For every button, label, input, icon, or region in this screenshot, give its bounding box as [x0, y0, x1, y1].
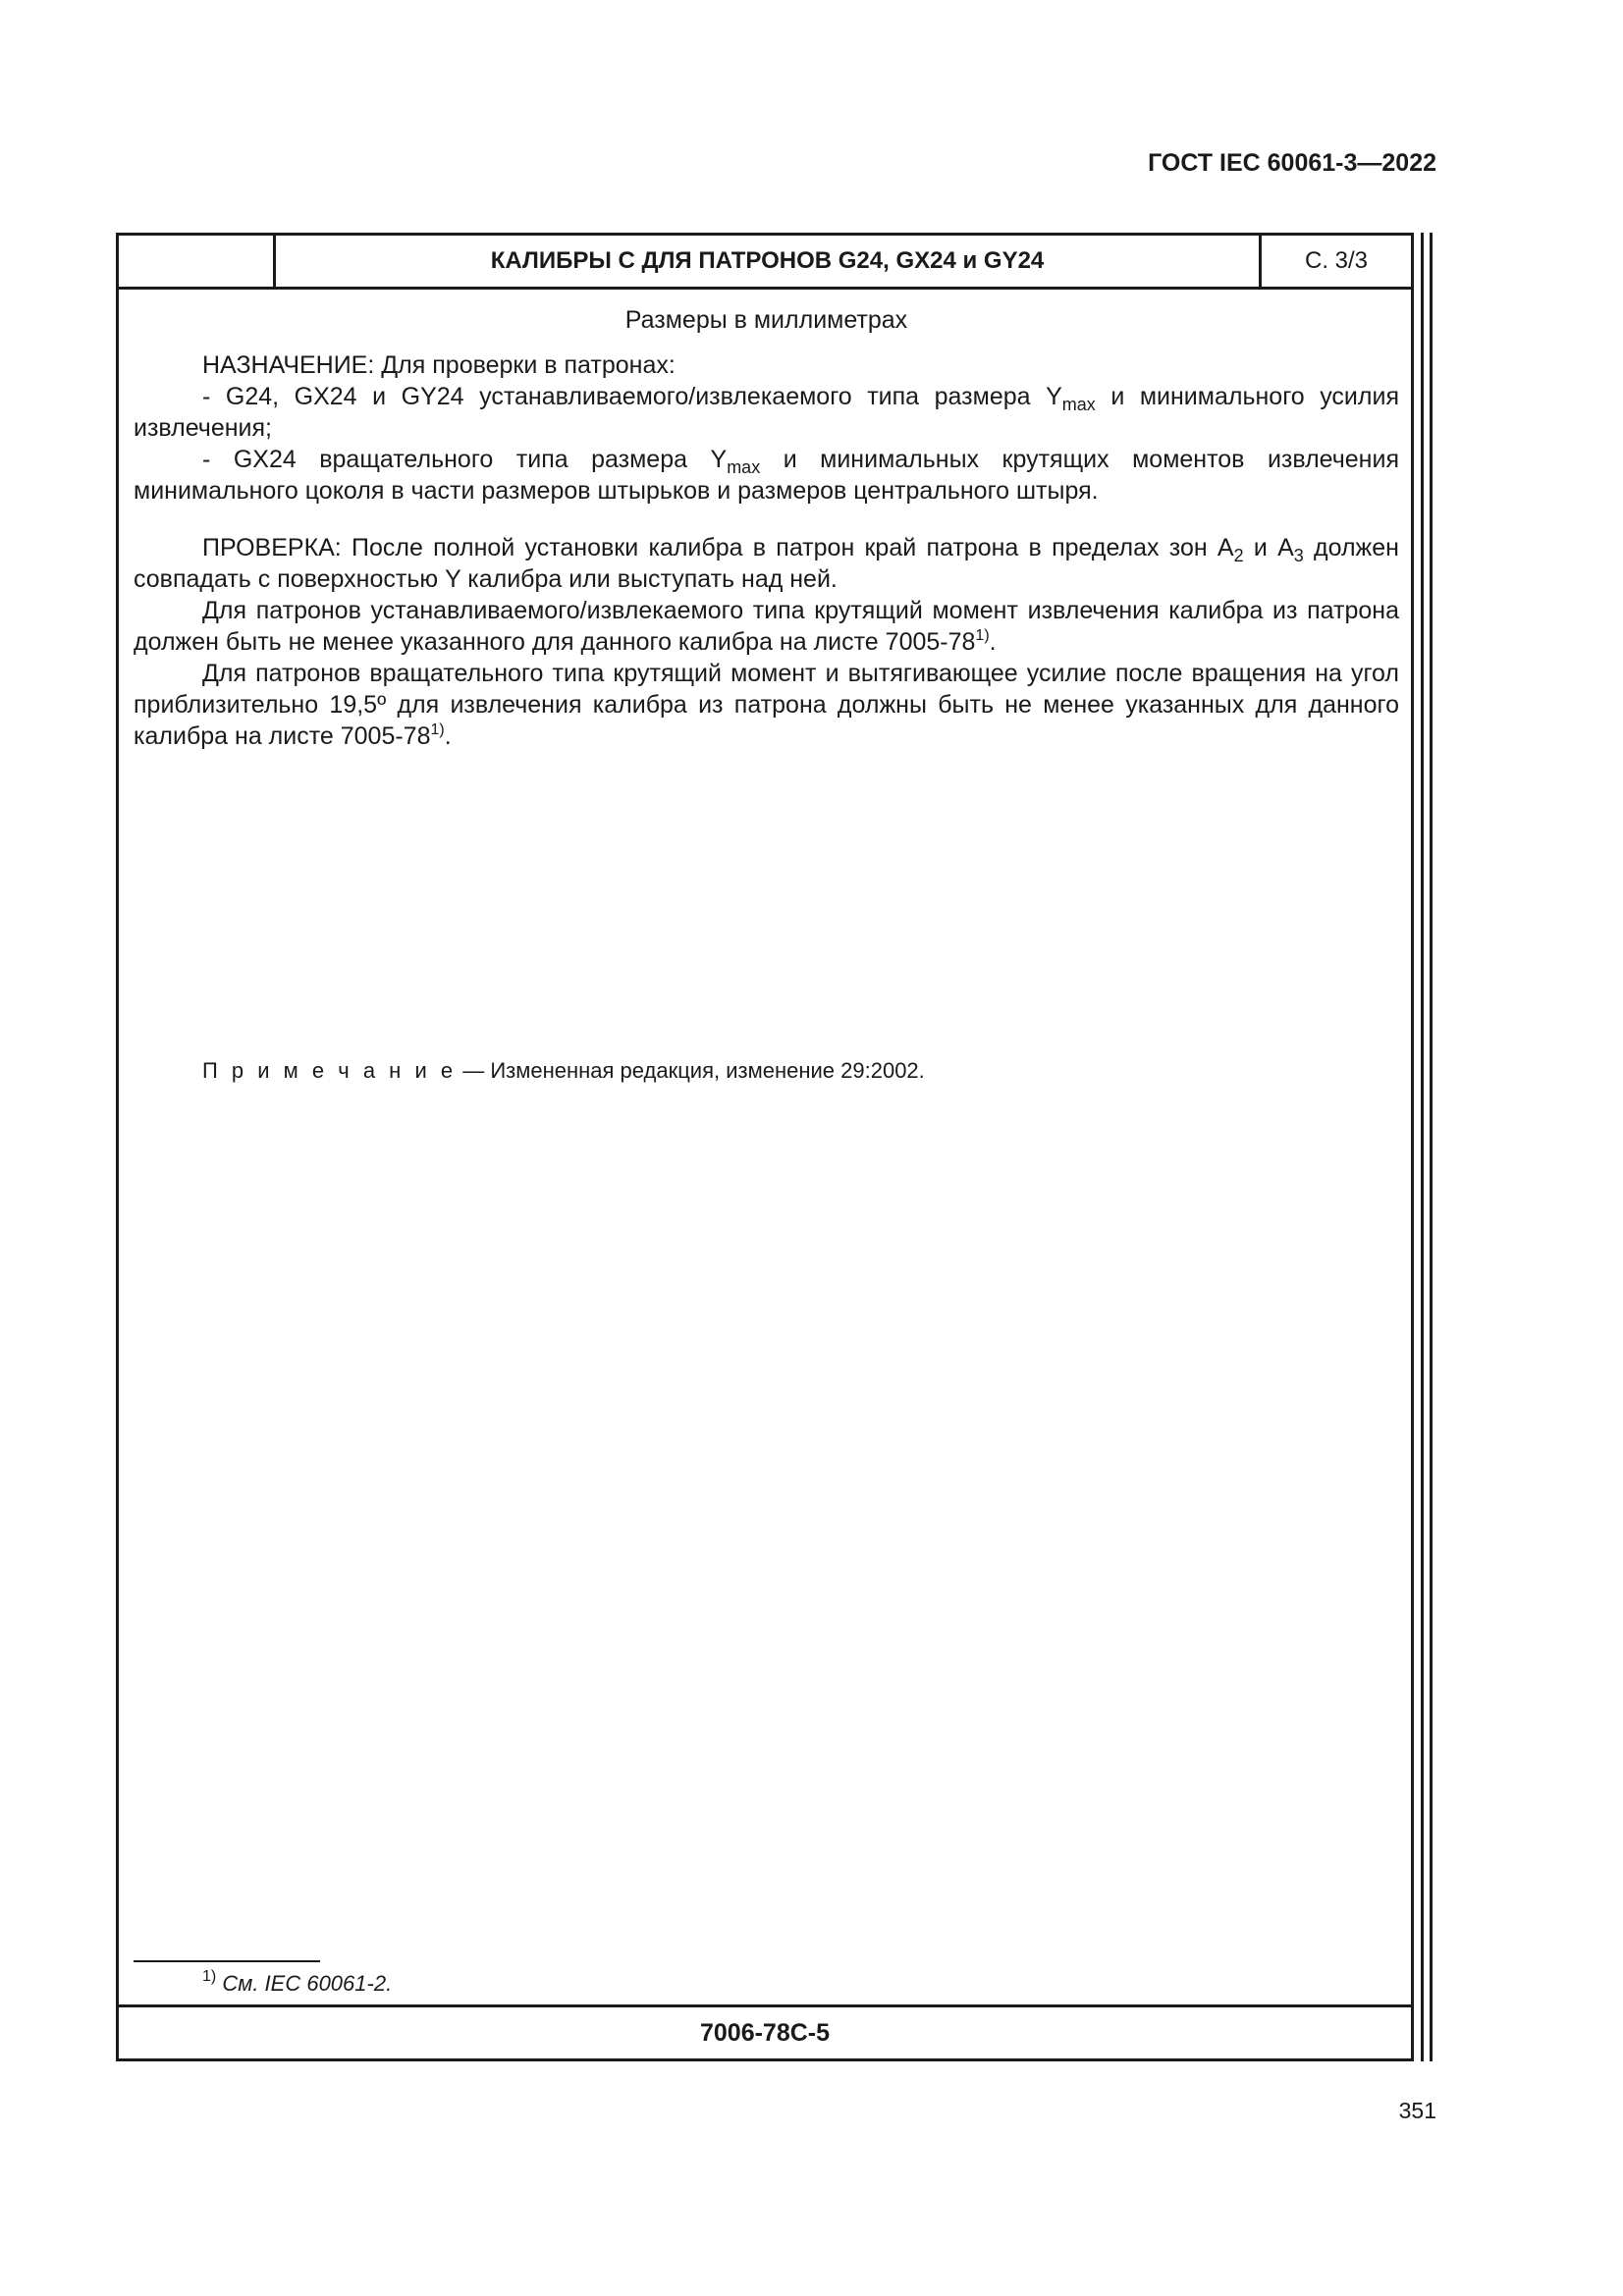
standard-code: ГОСТ IEC 60061-3—2022: [1148, 149, 1436, 177]
note: П р и м е ч а н и е — Измененная редакция, изменение 29:2002.: [202, 1058, 925, 1083]
footnote: $^{1)}$ См. IEC 60061-2.: [202, 1968, 393, 1996]
check-paragraph-2: Для патронов устанавливаемого/извлекаемого типа крутящий момент извлечения калибра из патрона должен быть не менее указанного для данного калибра на листе 7005-78$^{1)}$.: [134, 597, 1399, 656]
purpose-item-2: - GX24 вращательного типа размера $Y_{max}$ и минимальных крутящих моментов извлечения минимального цоколя в части размеров штырьков и размеров центрального штыря.: [134, 446, 1399, 505]
frame-double-line-outer: [1430, 233, 1433, 2061]
page-number: 351: [1398, 2098, 1436, 2123]
footnote-separator: [134, 1960, 320, 1962]
purpose-lead: НАЗНАЧЕНИЕ: Для проверки в патронах:: [202, 351, 676, 379]
check-paragraph-3: Для патронов вращательного типа крутящий момент и вытягивающее усилие после вращения на угол приблизительно 19,5º для извлечения калибра из патрона должны быть не менее указанных для данного калибра на листе 7005-78$^{1)}$.: [134, 660, 1399, 750]
frame-double-line: [1421, 233, 1424, 2061]
units-caption: Размеры в миллиметрах: [624, 306, 908, 334]
check-paragraph: ПРОВЕРКА: После полной установки калибра в патрон край патрона в пределах зон $А_2$ и $А_3$ должен совпадать с поверхностью Y калибра или выступать над ней.: [134, 534, 1399, 593]
sheet-code: 7006-78С-5: [119, 2004, 1411, 2058]
purpose-item-1: - G24, GX24 и GY24 устанавливаемого/извлекаемого типа размера $Y_{max}$ и минимального усилия извлечения;: [134, 383, 1399, 442]
document-frame: [116, 233, 1414, 2061]
frame-header-row: [119, 236, 1411, 290]
sheet-content: [134, 304, 1399, 752]
sheet-title: КАЛИБРЫ С ДЛЯ ПАТРОНОВ G24, GX24 и GY24: [276, 236, 1262, 287]
sheet-number: С. 3/3: [1304, 247, 1369, 274]
header-empty-cell: [119, 236, 276, 287]
